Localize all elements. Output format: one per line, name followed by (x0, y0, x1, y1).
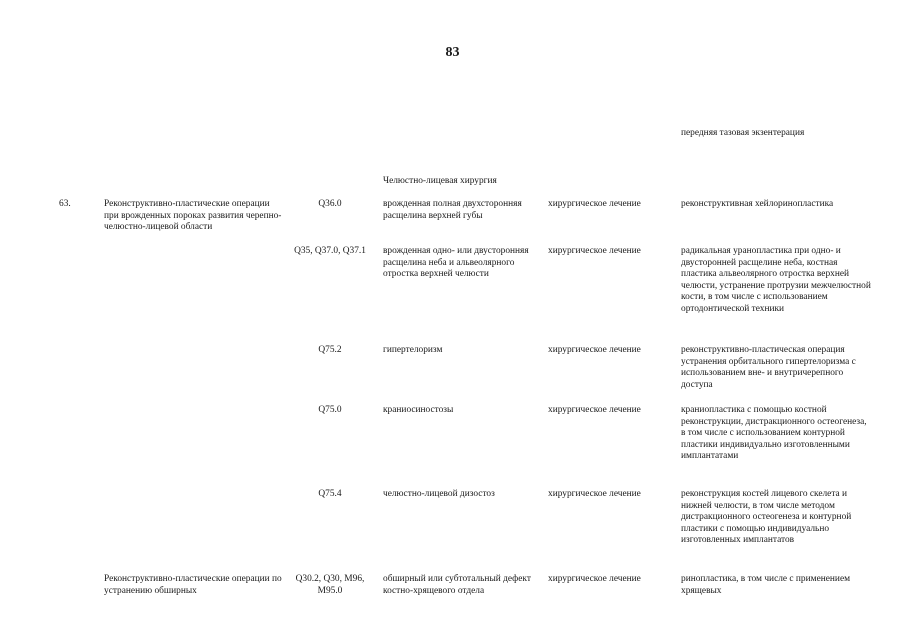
treatment-type: хирургическое лечение (548, 345, 641, 355)
treatment-method: реконструктивно-пластическая операция устранения орбитального гипертелоризма с использованием вне- и внутричерепного доступа (681, 345, 856, 390)
page-number: 83 (445, 45, 460, 60)
diagnosis-code: Q30.2, Q30, M96, M95.0 (295, 574, 365, 596)
treatment-type: хирургическое лечение (548, 246, 641, 256)
entry-group: Реконструктивно-пластические операции при врожденных пороках развития черепно-челюстно-лицевой области (104, 199, 282, 233)
diagnosis-description: обширный или субтотальный дефект костно-хрящевого отдела (383, 574, 531, 596)
diagnosis-code: Q75.4 (318, 489, 342, 499)
treatment-method: ринопластика, в том числе с применением хрящевых (681, 574, 851, 596)
diagnosis-description: врожденная полная двухсторонняя расщелина верхней губы (383, 199, 522, 221)
diagnosis-description: гипертелоризм (383, 345, 443, 355)
diagnosis-description: челюстно-лицевой дизостоз (383, 489, 495, 499)
continuation-text: передняя тазовая экзентерация (681, 128, 805, 138)
treatment-method: реконструкция костей лицевого скелета и нижней челюсти, в том числе методом дистракционного остеогенеза и контурной пластики с помощью индивидуально изготовленных имплантатов (681, 489, 852, 546)
treatment-method: реконструктивная хейлоринопластика (681, 199, 834, 209)
diagnosis-description: краниосиностозы (383, 405, 454, 415)
diagnosis-code: Q75.2 (318, 345, 342, 355)
diagnosis-description: врожденная одно- или двусторонняя расщелина неба и альвеолярного отростка верхней челюсти (383, 246, 529, 280)
treatment-type: хирургическое лечение (548, 199, 641, 209)
treatment-method: радикальная уранопластика при одно- и двусторонней расщелине неба, костная пластика альвеолярного отростка верхней челюсти, устранение протрузии межчелюстной кости, в том числе с использованием ортодонтической техники (681, 246, 871, 314)
entry-number: 63. (59, 199, 71, 209)
diagnosis-code: Q36.0 (318, 199, 342, 209)
treatment-method: краниопластика с помощью костной реконструкции, дистракционного остеогенеза, в том числе с использованием контурной пластики индивидуально изготовленными имплантатами (681, 405, 867, 462)
entry-group: Реконструктивно-пластические операции по устранению обширных (104, 574, 282, 596)
treatment-type: хирургическое лечение (548, 574, 641, 584)
section-heading: Челюстно-лицевая хирургия (383, 176, 497, 186)
diagnosis-code: Q75.0 (318, 405, 342, 415)
treatment-type: хирургическое лечение (548, 489, 641, 499)
treatment-type: хирургическое лечение (548, 405, 641, 415)
diagnosis-code: Q35, Q37.0, Q37.1 (294, 246, 366, 256)
